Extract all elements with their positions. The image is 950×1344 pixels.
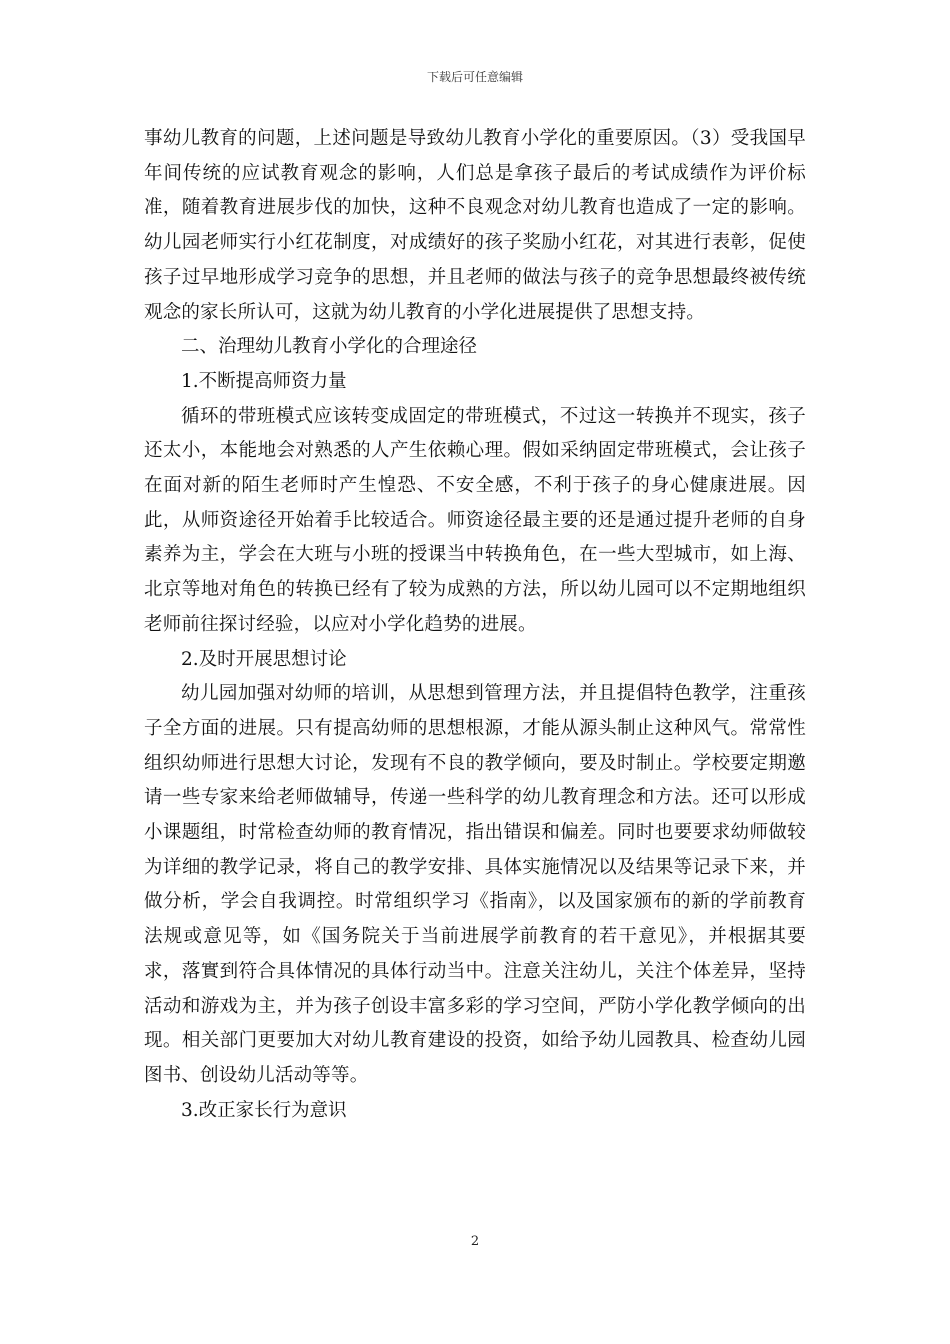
section-heading: 二、治理幼儿教育小学化的合理途径	[181, 336, 478, 358]
subheading-parents: 3.改正家长行为意识	[181, 1099, 347, 1121]
page-number: 2	[470, 1234, 480, 1249]
subheading-teacher-quality: 1.不断提高师资力量	[181, 370, 347, 392]
paragraph-teacher-quality: 循环的带班模式应该转变成固定的带班模式，不过这一转换并不现实，孩子还太小，本能地会对熟悉的人产生依赖心理。假如采纳固定带班模式，会让孩子在面对新的陌生老师时产生惶恐、不安全感，不利于孩子的身心健康进展。因此，从师资途径开始着手比较适合。师资途径最主要的还是通过提升老师的自身素养为主，学会在大班与小班的授课当中转换角色，在一些大型城市，如上海、北京等地对角色的转换已经有了较为成熟的方法，所以幼儿园可以不定期地组织老师前往探讨经验，以应对小学化趋势的进展。	[144, 405, 806, 635]
paragraph-discussion: 幼儿园加强对幼师的培训，从思想到管理方法，并且提倡特色教学，注重孩子全方面的进展。只有提高幼师的思想根源，才能从源头制止这种风气。常常性组织幼师进行思想大讨论，发现有不良的教学倾向，要及时制止。学校要定期邀请一些专家来给老师做辅导，传递一些科学的幼儿教育理念和方法。还可以形成小课题组，时常检查幼师的教育情况，指出错误和偏差。同时也要要求幼师做较为详细的教学记录，将自己的教学安排、具体实施情况以及结果等记录下来，并做分析，学会自我调控。时常组织学习《指南》，以及国家颁布的新的学前教育法规或意见等，如《国务院关于当前进展学前教育的若干意见》，并根据其要求，落實到符合具体情况的具体行动当中。注意关注幼儿，关注个体差异，坚持活动和游戏为主，并为孩子创设丰富多彩的学习空间，严防小学化教学倾向的出现。相关部门更要加大对幼儿教育建设的投资，如给予幼儿园教具、检查幼儿园图书、创设幼儿活动等等。	[144, 683, 806, 1086]
document-body	[144, 122, 806, 1128]
header-note: 下载后可任意编辑	[426, 70, 523, 84]
paragraph-continued: 事幼儿教育的问题，上述问题是导致幼儿教育小学化的重要原因。（3）受我国早年间传统的应试教育观念的影响，人们总是拿孩子最后的考试成绩作为评价标准，随着教育进展步伐的加快，这种不良观念对幼儿教育也造成了一定的影响。幼儿园老师实行小红花制度，对成绩好的孩子奖励小红花，对其进行表彰，促使孩子过早地形成学习竞争的思想，并且老师的做法与孩子的竞争思想最终被传统观念的家长所认可，这就为幼儿教育的小学化进展提供了思想支持。	[144, 128, 806, 323]
subheading-discussion: 2.及时开展思想讨论	[181, 648, 347, 670]
